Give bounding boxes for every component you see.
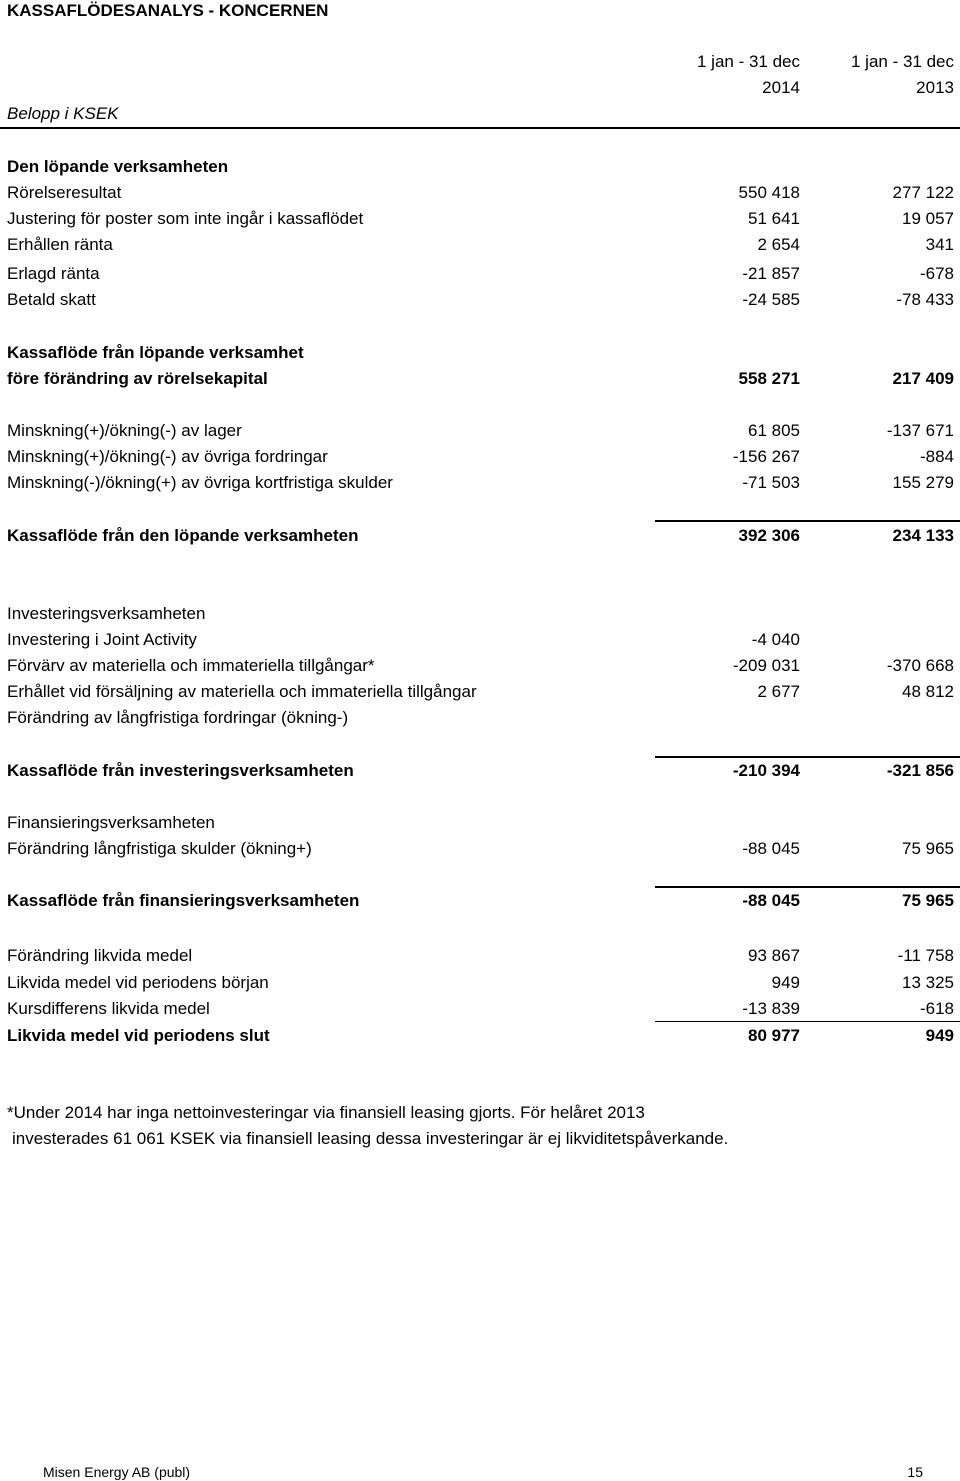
row-label: Förändring av långfristiga fordringar (ökning-) xyxy=(7,708,349,727)
row-value-2013: 277 122 xyxy=(892,183,954,202)
subtotal-label-line2: före förändring av rörelsekapital xyxy=(7,369,268,388)
total-label-closing-cash: Likvida medel vid periodens slut xyxy=(7,1026,270,1045)
row-value-2014: -13 839 xyxy=(742,999,800,1018)
row-value-2014: -71 503 xyxy=(742,473,800,492)
row-label: Minskning(+)/ökning(-) av övriga fordringar xyxy=(7,447,328,466)
row-label: Förändring långfristiga skulder (ökning+) xyxy=(7,839,312,858)
subtotal-value-2014: 558 271 xyxy=(738,369,800,388)
total-rule xyxy=(655,756,960,758)
row-value-2013: -370 668 xyxy=(886,656,954,675)
row-value-2014: 949 xyxy=(771,973,800,992)
total-label-financing: Kassaflöde från finansieringsverksamheten xyxy=(7,891,360,910)
total-value-2013: -321 856 xyxy=(886,761,954,780)
row-label: Kursdifferens likvida medel xyxy=(7,999,210,1018)
row-value-2014: -88 045 xyxy=(742,839,800,858)
row-value-2013: 341 xyxy=(925,235,954,254)
row-value-2014: 61 805 xyxy=(748,421,800,440)
footnote-line1: *Under 2014 har inga nettoinvesteringar via finansiell leasing gjorts. För helåret 2013 xyxy=(7,1103,645,1122)
total-rule xyxy=(655,886,960,888)
row-label: Investering i Joint Activity xyxy=(7,630,197,649)
row-value-2014: 2 677 xyxy=(757,682,800,701)
row-value-2014: -24 585 xyxy=(742,290,800,309)
row-value-2014: 51 641 xyxy=(748,209,800,228)
row-value-2013: -678 xyxy=(919,264,954,283)
total-label-operating: Kassaflöde från den löpande verksamheten xyxy=(7,526,359,545)
section-heading-operating: Den löpande verksamheten xyxy=(7,157,229,176)
unit-label: Belopp i KSEK xyxy=(7,104,119,123)
total-value-2014: -88 045 xyxy=(742,891,800,910)
row-label: Likvida medel vid periodens början xyxy=(7,973,269,992)
row-label: Betald skatt xyxy=(7,290,96,309)
section-heading-financing: Finansieringsverksamheten xyxy=(7,813,215,832)
header-divider xyxy=(0,127,960,129)
row-value-2014: 550 418 xyxy=(738,183,800,202)
row-value-2014: -4 040 xyxy=(751,630,800,649)
row-value-2014: 2 654 xyxy=(757,235,800,254)
section-heading-investing: Investeringsverksamheten xyxy=(7,604,206,623)
row-value-2013: 155 279 xyxy=(892,473,954,492)
total-value-2013: 949 xyxy=(925,1026,954,1045)
row-value-2013: 48 812 xyxy=(902,682,954,701)
total-rule xyxy=(655,1021,960,1022)
subtotal-label-line1: Kassaflöde från löpande verksamhet xyxy=(7,343,304,362)
total-value-2013: 234 133 xyxy=(892,526,954,545)
footer-company: Misen Energy AB (publ) xyxy=(43,1464,191,1480)
row-label: Förvärv av materiella och immateriella tillgångar* xyxy=(7,656,375,675)
row-value-2014: -156 267 xyxy=(732,447,800,466)
total-value-2013: 75 965 xyxy=(902,891,954,910)
total-label-investing: Kassaflöde från investeringsverksamheten xyxy=(7,761,354,780)
row-label: Minskning(-)/ökning(+) av övriga kortfristiga skulder xyxy=(7,473,393,492)
subtotal-value-2013: 217 409 xyxy=(892,369,954,388)
row-value-2014: -209 031 xyxy=(732,656,800,675)
row-value-2013: -137 671 xyxy=(886,421,954,440)
row-label: Erlagd ränta xyxy=(7,264,100,283)
period-2013-header-line1: 1 jan - 31 dec xyxy=(850,52,954,71)
row-value-2013: 13 325 xyxy=(902,973,954,992)
row-value-2014: 93 867 xyxy=(748,946,800,965)
period-2013-header-line2: 2013 xyxy=(916,78,954,97)
row-label: Justering för poster som inte ingår i kassaflödet xyxy=(7,209,364,228)
row-label: Minskning(+)/ökning(-) av lager xyxy=(7,421,242,440)
row-label: Erhållen ränta xyxy=(7,235,113,254)
row-value-2013: -884 xyxy=(919,447,954,466)
footer-page-number: 15 xyxy=(907,1464,923,1480)
row-label: Erhållet vid försäljning av materiella och immateriella tillgångar xyxy=(7,682,477,701)
total-value-2014: 392 306 xyxy=(738,526,800,545)
row-value-2013: 75 965 xyxy=(902,839,954,858)
total-rule xyxy=(655,520,960,522)
footnote-line2: investerades 61 061 KSEK via finansiell leasing dessa investeringar är ej likviditetspåverkande. xyxy=(12,1129,729,1148)
row-label: Rörelseresultat xyxy=(7,183,122,202)
period-2014-header-line1: 1 jan - 31 dec xyxy=(696,52,800,71)
row-value-2013: -11 758 xyxy=(897,946,954,965)
row-value-2013: -78 433 xyxy=(896,290,954,309)
row-value-2013: -618 xyxy=(919,999,954,1018)
row-value-2013: 19 057 xyxy=(902,209,954,228)
period-2014-header-line2: 2014 xyxy=(762,78,800,97)
total-value-2014: 80 977 xyxy=(748,1026,800,1045)
row-label: Förändring likvida medel xyxy=(7,946,193,965)
page-title: KASSAFLÖDESANALYS - KONCERNEN xyxy=(7,1,329,20)
total-value-2014: -210 394 xyxy=(732,761,800,780)
row-value-2014: -21 857 xyxy=(742,264,800,283)
